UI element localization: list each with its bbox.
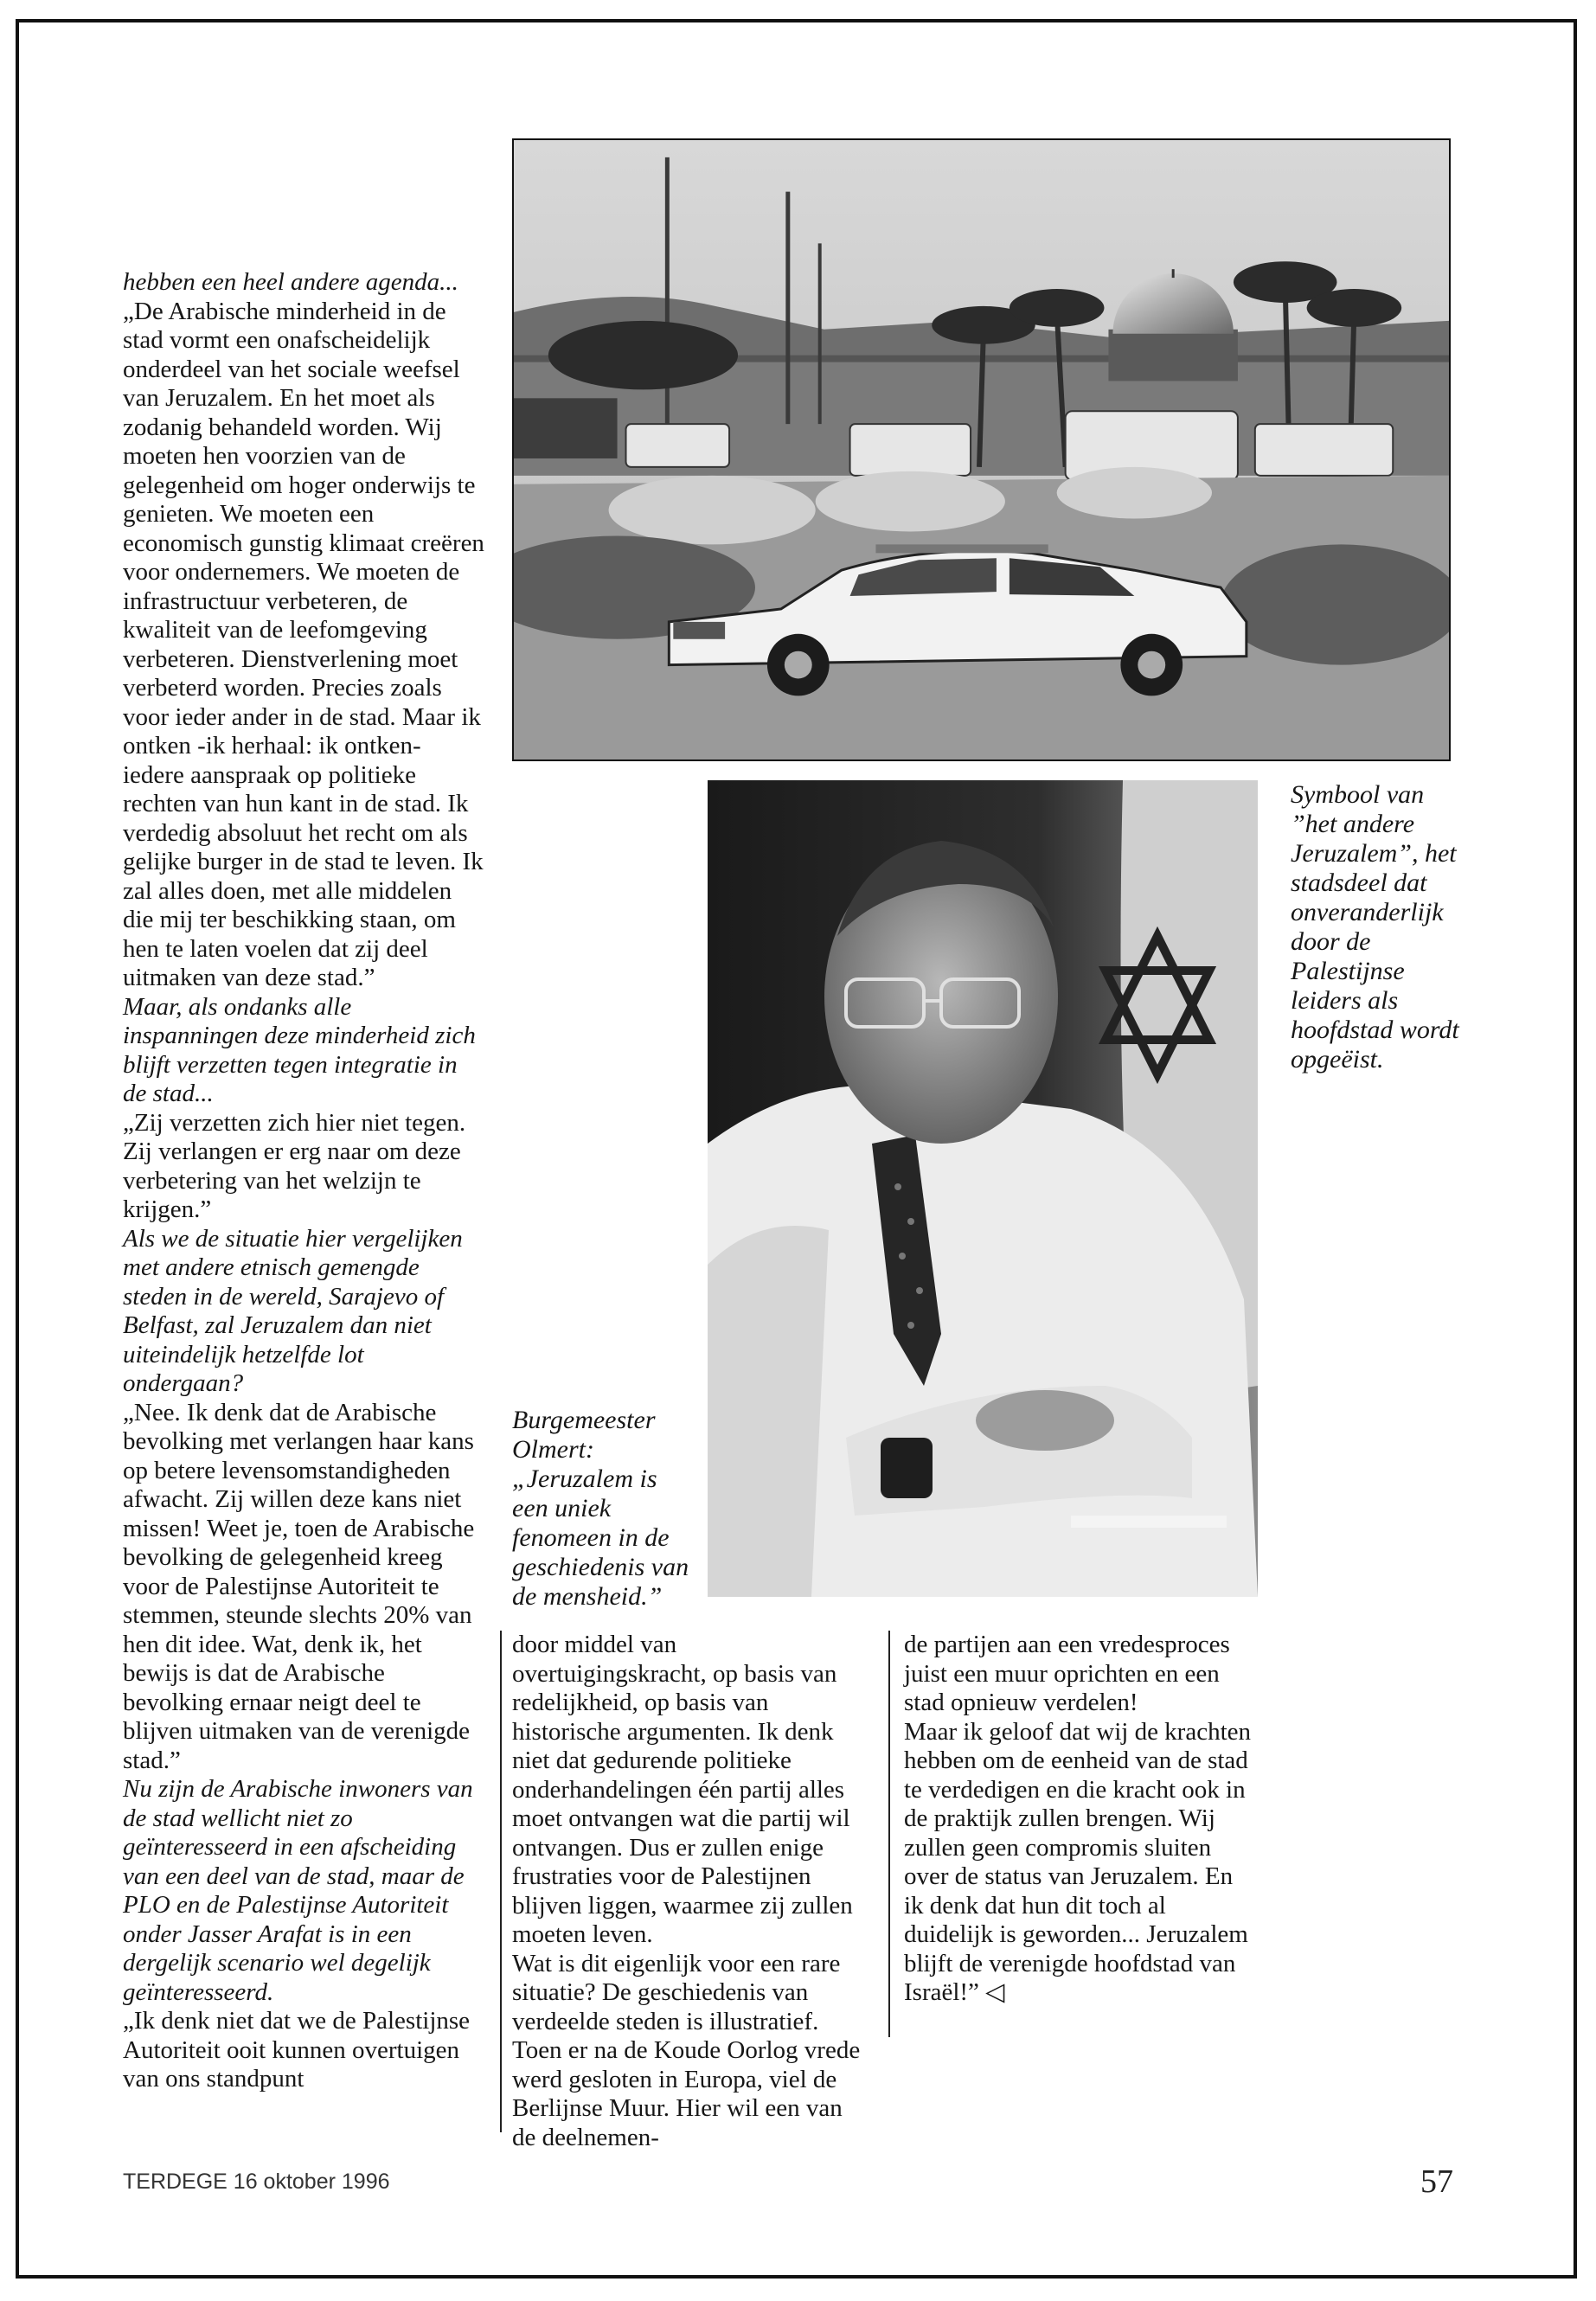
jerusalem-street-image [514,140,1449,760]
olmert-portrait-photo [708,780,1258,1597]
question-text: Als we de situatie hier vergelijken met andere etnisch gemengde steden in de wereld, Sarajevo of Belfast, zal Jeruzalem dan niet uiteindelijk hetzelfde lot ondergaan? [123,1224,463,1397]
answer-text: door middel van overtuigingskracht, op basis van redelijkheid, op basis van historische argumenten. Ik denk niet dat gedurende politieke onderhandelingen één partij alles moet ontvangen wat die partij wil ontvangen. Dus er zullen enige frustraties voor de Palestijnen blijven liggen, waarmee zij zullen moeten leven. [512,1631,853,1948]
answer-text: „De Arabische minderheid in de stad vormt een onafscheidelijk onderdeel van het sociale weefsel van Jeruzalem. En het moet als zodanig behandeld worden. Wij moeten hen voorzien van de gelegenheid om hoger onderwijs te genieten. We moeten een economisch gunstig klimaat creëren voor ondernemers. We moeten de infrastructuur verbeteren, de kwaliteit van de leefomgeving verbeteren. Dienstverlening moet verbeterd worden. Precies zoals voor ieder ander in de stad. Maar ik ontken -ik herhaal: ik ontken- iedere aanspraak op politieke rechten van hun kant in de stad. Ik verdedig absoluut het recht om als gelijke burger in de stad te leven. Ik zal alles doen, met alle middelen die mij ter beschikking staan, om hen te laten voelen dat zij deel uitmaken van deze stad.” [123,297,484,991]
olmert-portrait-image [708,780,1258,1597]
publication-footer: TERDEGE 16 oktober 1996 [123,2170,390,2194]
column-divider [888,1631,890,2037]
answer-text: Wat is dit eigenlijk voor een rare situatie? De geschiedenis van verdeelde steden is illustratief. Toen er na de Koude Oorlog vrede werd gesloten in Europa, viel de Berlijnse Muur. Hier wil een van de deelnemen- [512,1949,861,2151]
article-column-1 [123,268,486,2094]
column-divider [500,1631,502,2132]
question-text: Nu zijn de Arabische inwoners van de stad wellicht niet zo geïnteresseerd in een afscheiding van een deel van de stad, maar de PLO en de Palestijnse Autoriteit onder Jasser Arafat is in een dergelijk scenario wel degelijk geïnteresseerd. [123,1775,473,2006]
article-column-3 [904,1631,1254,2008]
page-number: 57 [1420,2163,1453,2200]
portrait-photo-caption: Burgemeester Olmert: „Jeruzalem is een uniek fenomeen in de geschiedenis van de mensheid.” [512,1406,689,1611]
top-photo-caption: Symbool van ”het andere Jeruzalem”, het stadsdeel dat onveranderlijk door de Palestijnse leiders als hoofdstad wordt opgeëist. [1291,780,1459,1074]
answer-text: „Ik denk niet dat we de Palestijnse Autoriteit ooit kunnen overtuigen van ons standpunt [123,2007,471,2093]
answer-text: de partijen aan een vredesproces juist een muur oprichten en een stad opnieuw verdelen! [904,1631,1230,1716]
question-text: Maar, als ondanks alle inspanningen deze minderheid zich blijft verzetten tegen integratie in de stad... [123,992,476,1107]
answer-text: „Nee. Ik denk dat de Arabische bevolking met verlangen haar kans op betere levensomstandigheden afwacht. Zij willen deze kans niet missen! Weet je, toen de Arabische bevolking de gelegenheid kreeg voor de Palestijnse Autoriteit te stemmen, steunde slechts 20% van hen dit idee. Wat, denk ik, het bewijs is dat de Arabische bevolking ernaar neigt deel te blijven uitmaken van de verenigde stad.” [123,1398,475,1774]
question-text: hebben een heel andere agenda... [123,268,458,296]
answer-text: „Zij verzetten zich hier niet tegen. Zij verlangen er erg naar om deze verbetering van het welzijn te krijgen.” [123,1108,466,1223]
answer-text: Maar ik geloof dat wij de krachten hebben om de eenheid van de stad te verdedigen en die kracht ook in de praktijk zullen brengen. Wij zullen geen compromis sluiten over de status van Jeruzalem. En ik denk dat hun dit toch al duidelijk is geworden... Jeruzalem blijft de verenigde hoofdstad van Israël!” ◁ [904,1717,1252,2006]
article-column-2 [512,1631,867,2152]
jerusalem-street-photo [512,138,1451,761]
